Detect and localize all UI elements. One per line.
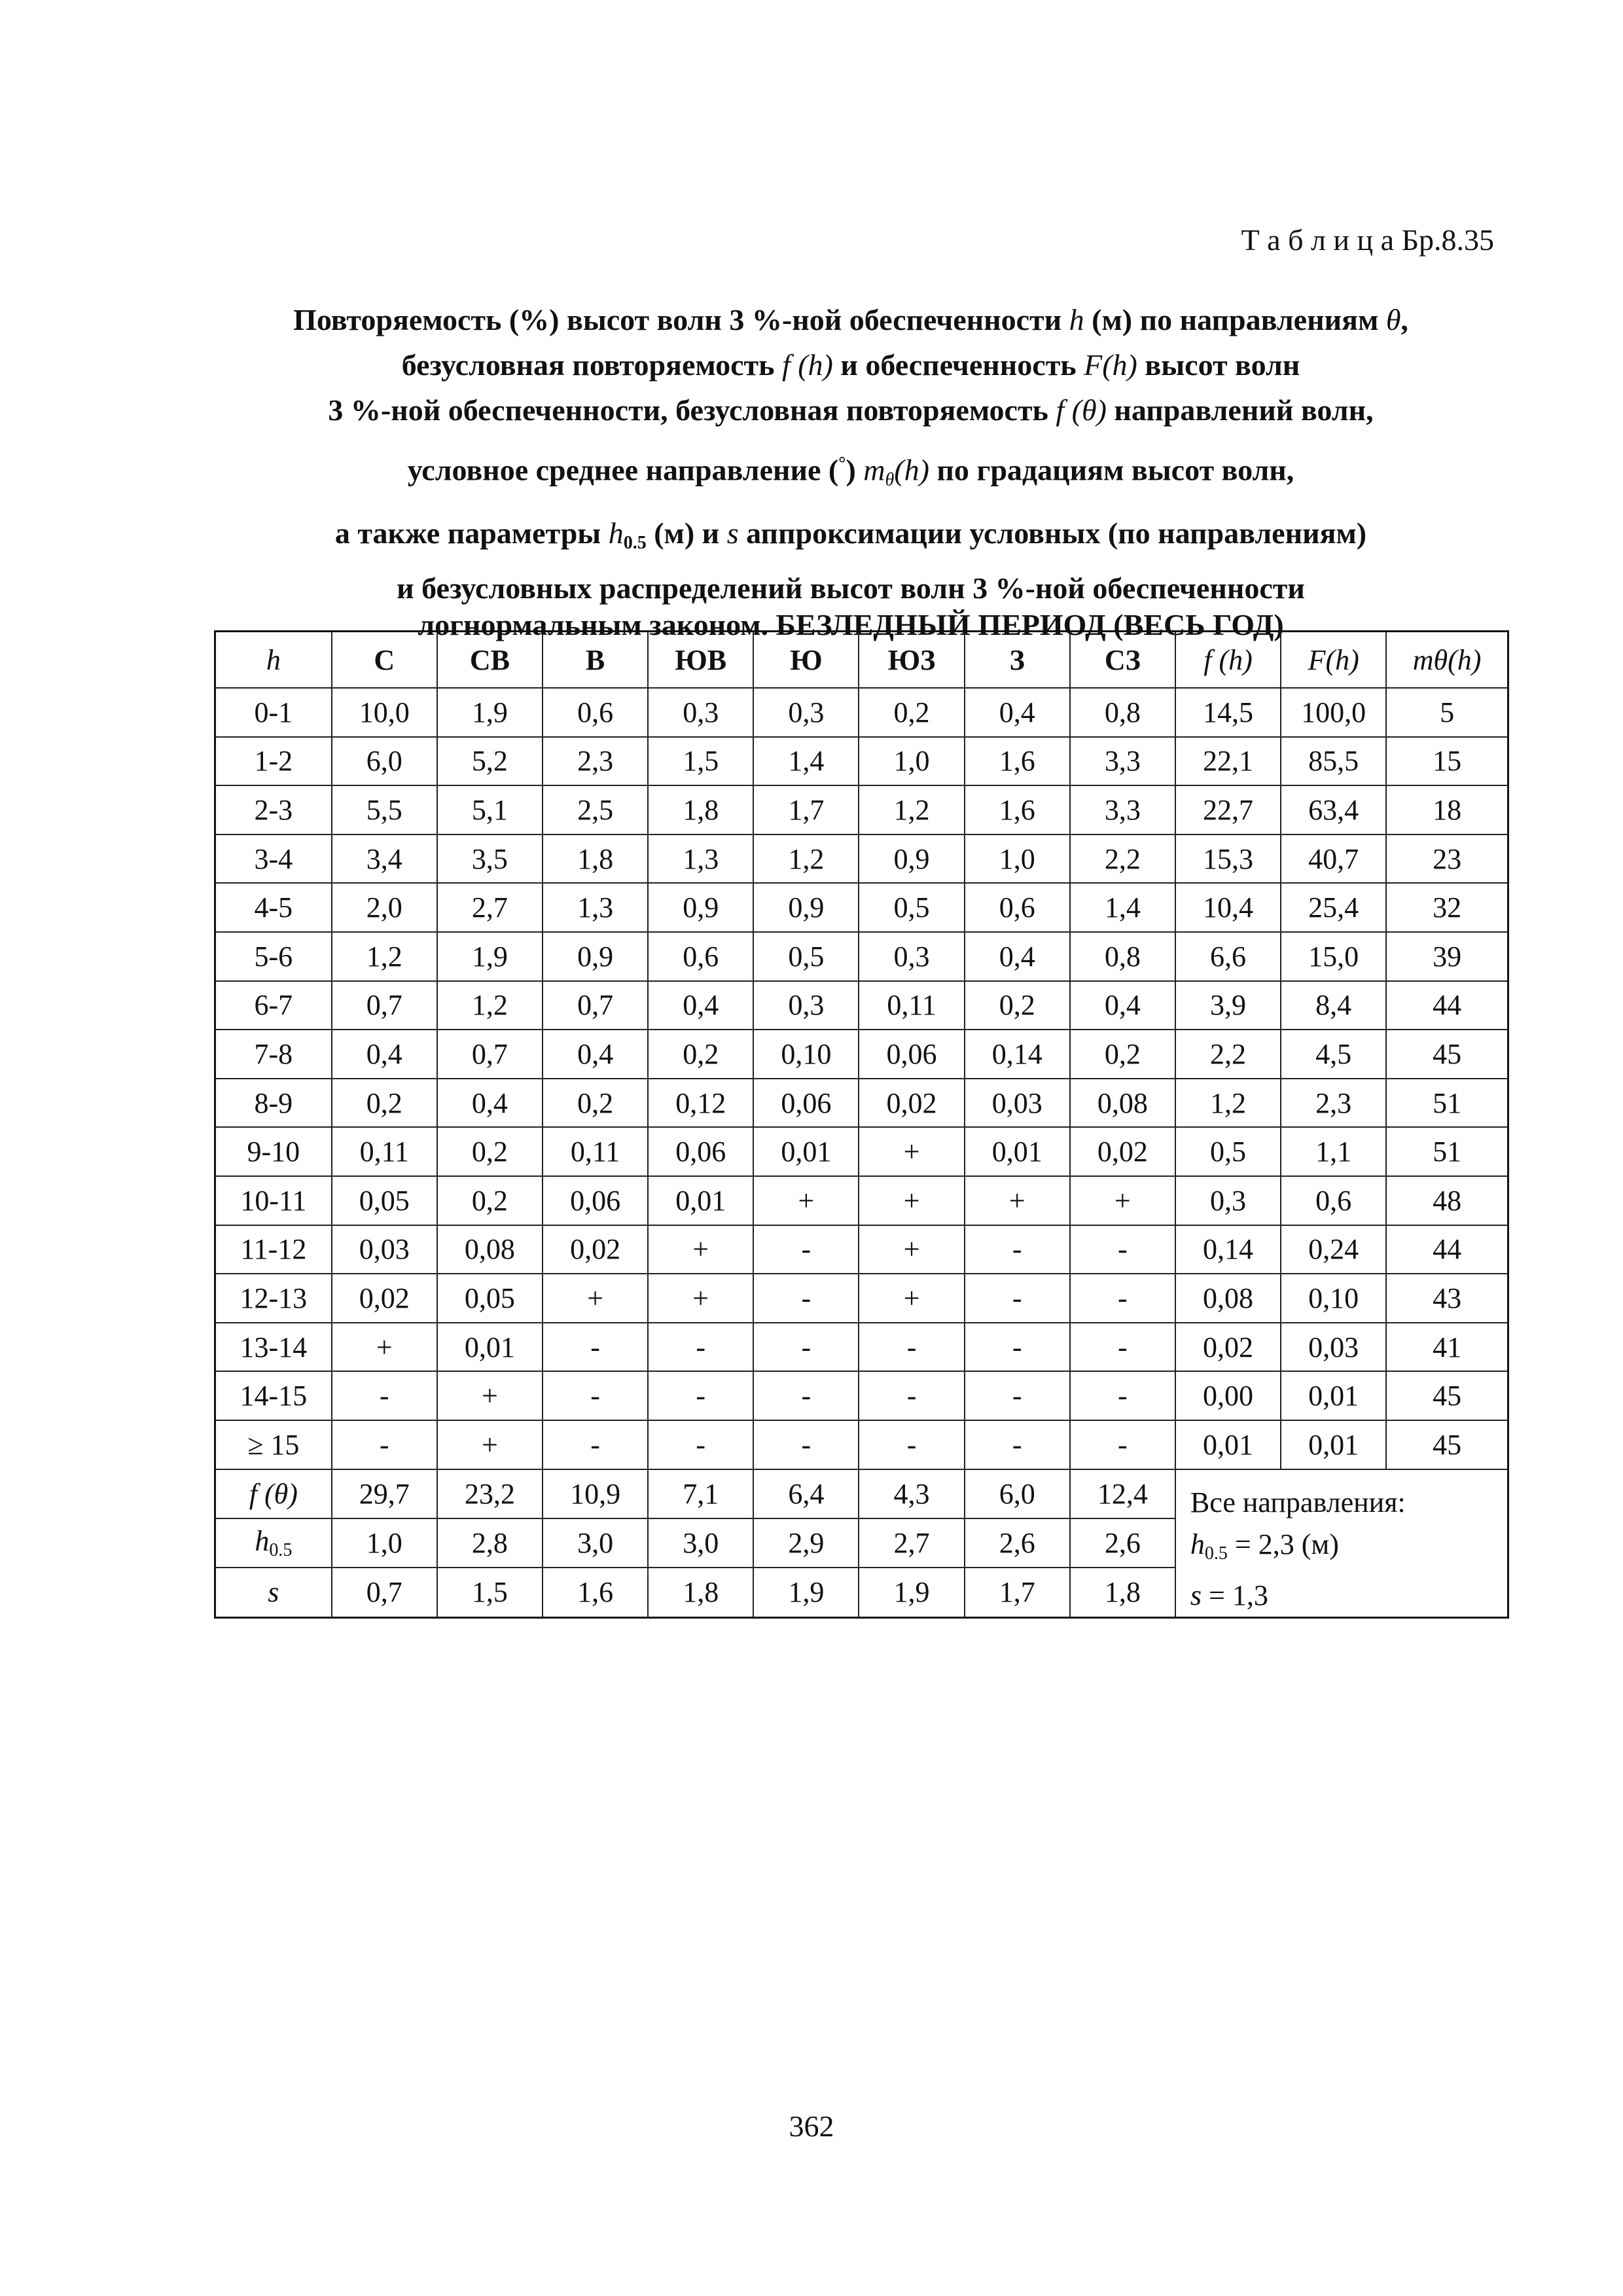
table-cell: 0,7 (332, 1568, 437, 1617)
table-cell: - (648, 1323, 753, 1372)
table-cell: 1,5 (648, 737, 753, 786)
table-cell: 0,06 (859, 1030, 964, 1079)
table-cell: 23,2 (437, 1469, 543, 1518)
table-cell: 2,5 (543, 785, 648, 834)
row-height-range: ≥ 15 (215, 1420, 332, 1469)
heading-line-2: безусловная повторяемость f (h) и обеспеченность F(h) высот волн (401, 348, 1300, 382)
table-cell: 23 (1386, 834, 1508, 884)
table-cell: 0,03 (965, 1079, 1070, 1128)
f-theta-row (215, 1469, 1508, 1518)
table-cell: 0,7 (543, 981, 648, 1030)
table-cell: 22,1 (1175, 737, 1281, 786)
f-theta-label: f (θ) (215, 1469, 332, 1518)
table-cell: 0,01 (1281, 1371, 1386, 1420)
header-nw: СЗ (1070, 632, 1175, 689)
heading-line-6: и безусловных распределений высот волн 3 %-ной обеспеченности (397, 571, 1305, 605)
table-row (215, 883, 1508, 932)
h05-label: $h_{0.5}$ (215, 1518, 332, 1568)
table-row (215, 981, 1508, 1030)
table-cell: 22,7 (1175, 785, 1281, 834)
row-height-range: 2-3 (215, 785, 332, 834)
table-cell: + (859, 1127, 964, 1176)
table-cell: 0,8 (1070, 932, 1175, 981)
table-cell: + (332, 1323, 437, 1372)
table-cell: - (965, 1371, 1070, 1420)
table-cell: - (753, 1420, 859, 1469)
table-cell: 6,0 (965, 1469, 1070, 1518)
table-row (215, 932, 1508, 981)
table-cell: 1,6 (965, 737, 1070, 786)
table-row (215, 1079, 1508, 1128)
table-cell: - (332, 1371, 437, 1420)
header-F-h: F(h) (1281, 632, 1386, 689)
table-cell: 2,2 (1175, 1030, 1281, 1079)
table-cell: 1,2 (859, 785, 964, 834)
table-cell: - (543, 1323, 648, 1372)
summary-title: Все направления: (1190, 1486, 1406, 1518)
table-cell: 100,0 (1281, 688, 1386, 737)
table-cell: 1,9 (753, 1568, 859, 1617)
table-cell: 1,9 (437, 688, 543, 737)
table-cell: 25,4 (1281, 883, 1386, 932)
table-cell: - (332, 1420, 437, 1469)
table-cell: - (543, 1371, 648, 1420)
table-cell: - (859, 1323, 964, 1372)
table-cell: 2,7 (859, 1518, 964, 1568)
table-cell: - (1070, 1323, 1175, 1372)
table-cell: 0,3 (648, 688, 753, 737)
header-m-theta-h: mθ(h) (1386, 632, 1508, 689)
table-cell: 0,2 (648, 1030, 753, 1079)
row-height-range: 13-14 (215, 1323, 332, 1372)
row-height-range: 9-10 (215, 1127, 332, 1176)
table-cell: 45 (1386, 1371, 1508, 1420)
row-height-range: 8-9 (215, 1079, 332, 1128)
table-cell: 0,10 (753, 1030, 859, 1079)
row-height-range: 12-13 (215, 1274, 332, 1323)
table-cell: 0,6 (543, 688, 648, 737)
table-cell: + (753, 1176, 859, 1225)
table-cell: - (1070, 1225, 1175, 1274)
table-cell: + (859, 1176, 964, 1225)
table-cell: - (965, 1225, 1070, 1274)
table-cell: - (859, 1371, 964, 1420)
row-height-range: 1-2 (215, 737, 332, 786)
table-row (215, 1225, 1508, 1274)
wave-height-table (214, 630, 1509, 1619)
row-height-range: 3-4 (215, 834, 332, 884)
row-height-range: 10-11 (215, 1176, 332, 1225)
table-row (215, 1274, 1508, 1323)
table-cell: 0,2 (437, 1127, 543, 1176)
table-cell: 10,0 (332, 688, 437, 737)
table-cell: - (965, 1323, 1070, 1372)
all-directions-summary (1175, 1469, 1508, 1618)
table-cell: 0,9 (859, 834, 964, 884)
table-cell: 43 (1386, 1274, 1508, 1323)
table-cell: 0,3 (753, 981, 859, 1030)
table-cell: 1,8 (1070, 1568, 1175, 1617)
table-cell: 5,1 (437, 785, 543, 834)
table-cell: - (965, 1274, 1070, 1323)
table-cell: 0,4 (965, 932, 1070, 981)
table-cell: - (1070, 1371, 1175, 1420)
table-cell: + (859, 1225, 964, 1274)
table-cell: 3,3 (1070, 785, 1175, 834)
table-cell: 0,10 (1281, 1274, 1386, 1323)
header-se: ЮВ (648, 632, 753, 689)
table-cell: 2,7 (437, 883, 543, 932)
table-cell: 45 (1386, 1030, 1508, 1079)
table-cell: 1,2 (753, 834, 859, 884)
row-height-range: 5-6 (215, 932, 332, 981)
table-cell: 0,4 (1070, 981, 1175, 1030)
table-cell: + (543, 1274, 648, 1323)
table-cell: 14,5 (1175, 688, 1281, 737)
table-cell: 1,3 (648, 834, 753, 884)
table-cell: 10,9 (543, 1469, 648, 1518)
table-cell: 5,5 (332, 785, 437, 834)
table-cell: 0,05 (332, 1176, 437, 1225)
table-cell: 29,7 (332, 1469, 437, 1518)
table-cell: + (648, 1274, 753, 1323)
table-cell: 0,02 (332, 1274, 437, 1323)
table-row (215, 1127, 1508, 1176)
table-cell: 2,0 (332, 883, 437, 932)
table-cell: 0,02 (543, 1225, 648, 1274)
table-cell: 1,4 (1070, 883, 1175, 932)
table-heading (151, 293, 1551, 643)
table-cell: 0,02 (1175, 1323, 1281, 1372)
table-cell: 15 (1386, 737, 1508, 786)
table-cell: - (965, 1420, 1070, 1469)
table-cell: 6,6 (1175, 932, 1281, 981)
table-cell: 0,14 (1175, 1225, 1281, 1274)
header-h: h (215, 632, 332, 689)
table-cell: 0,12 (648, 1079, 753, 1128)
table-cell: - (543, 1420, 648, 1469)
table-cell: 0,9 (648, 883, 753, 932)
table-cell: + (859, 1274, 964, 1323)
table-cell: 1,5 (437, 1568, 543, 1617)
table-cell: 0,11 (543, 1127, 648, 1176)
table-cell: 0,4 (648, 981, 753, 1030)
table-cell: 41 (1386, 1323, 1508, 1372)
table-cell: + (1070, 1176, 1175, 1225)
header-f-h: f (h) (1175, 632, 1281, 689)
row-height-range: 14-15 (215, 1371, 332, 1420)
table-cell: 0,4 (437, 1079, 543, 1128)
table-cell: 0,5 (1175, 1127, 1281, 1176)
table-cell: 0,01 (648, 1176, 753, 1225)
table-cell: 0,06 (543, 1176, 648, 1225)
table-cell: 0,2 (965, 981, 1070, 1030)
table-cell: 0,01 (753, 1127, 859, 1176)
table-row (215, 1323, 1508, 1372)
table-cell: 1,3 (543, 883, 648, 932)
table-row (215, 1030, 1508, 1079)
table-row (215, 785, 1508, 834)
table-cell: 0,4 (965, 688, 1070, 737)
table-cell: 3,0 (543, 1518, 648, 1568)
header-n: С (332, 632, 437, 689)
table-caption-label: Т а б л и ц а Бр.8.35 (1241, 223, 1494, 257)
heading-line-4: условное среднее направление (°) $m_\theta(h)$ по градациям высот волн, (407, 453, 1294, 490)
header-s: Ю (753, 632, 859, 689)
table-cell: 2,9 (753, 1518, 859, 1568)
table-cell: 4,5 (1281, 1030, 1386, 1079)
table-cell: - (753, 1323, 859, 1372)
table-cell: 40,7 (1281, 834, 1386, 884)
heading-line-3: 3 %-ной обеспеченности, безусловная повторяемость f (θ) направлений волн, (328, 393, 1374, 427)
table-cell: 0,2 (1070, 1030, 1175, 1079)
table-cell: 0,01 (437, 1323, 543, 1372)
table-cell: 5 (1386, 688, 1508, 737)
table-cell: 63,4 (1281, 785, 1386, 834)
row-height-range: 6-7 (215, 981, 332, 1030)
table-cell: 1,8 (648, 1568, 753, 1617)
table-body (215, 688, 1508, 1469)
table-cell: + (437, 1420, 543, 1469)
table-cell: 1,4 (753, 737, 859, 786)
table-cell: - (753, 1274, 859, 1323)
s-label: s (215, 1568, 332, 1617)
table-cell: 6,4 (753, 1469, 859, 1518)
table-cell: 7,1 (648, 1469, 753, 1518)
table-cell: 0,01 (965, 1127, 1070, 1176)
table-cell: 51 (1386, 1079, 1508, 1128)
table-cell: - (1070, 1274, 1175, 1323)
table-row (215, 688, 1508, 737)
table-header-row (215, 632, 1508, 689)
header-w: З (965, 632, 1070, 689)
summary-h05: $h_{0.5} = 2,3$ (м) (1190, 1528, 1339, 1564)
table-cell: 0,02 (1070, 1127, 1175, 1176)
table-row (215, 1176, 1508, 1225)
row-height-range: 11-12 (215, 1225, 332, 1274)
table-cell: 0,14 (965, 1030, 1070, 1079)
table-cell: - (1070, 1420, 1175, 1469)
table-cell: 0,9 (543, 932, 648, 981)
table-cell: 2,3 (1281, 1079, 1386, 1128)
table-cell: 3,3 (1070, 737, 1175, 786)
table-cell: 0,3 (859, 932, 964, 981)
table-cell: 0,2 (543, 1079, 648, 1128)
table-cell: 45 (1386, 1420, 1508, 1469)
table-cell: - (648, 1420, 753, 1469)
table-cell: 1,8 (543, 834, 648, 884)
table-cell: 0,2 (859, 688, 964, 737)
table-cell: 0,7 (332, 981, 437, 1030)
table-cell: 0,00 (1175, 1371, 1281, 1420)
table-cell: 18 (1386, 785, 1508, 834)
table-row (215, 1420, 1508, 1469)
heading-line-5: а также параметры $h_{0.5}$ (м) и s аппроксимации условных (по направлениям) (334, 516, 1367, 554)
table-cell: 1,2 (437, 981, 543, 1030)
table-cell: 0,03 (1281, 1323, 1386, 1372)
heading-line-7: логнормальным законом. БЕЗЛЕДНЫЙ ПЕРИОД (ВЕСЬ ГОД) (418, 608, 1284, 642)
table-cell: 0,2 (437, 1176, 543, 1225)
table-cell: 0,9 (753, 883, 859, 932)
table-cell: 0,4 (543, 1030, 648, 1079)
table-cell: 2,3 (543, 737, 648, 786)
table-cell: 1,0 (859, 737, 964, 786)
table-cell: 0,4 (332, 1030, 437, 1079)
table-cell: 0,06 (648, 1127, 753, 1176)
table-cell: 0,7 (437, 1030, 543, 1079)
row-height-range: 7-8 (215, 1030, 332, 1079)
table-cell: - (648, 1371, 753, 1420)
table-cell: 0,08 (1070, 1079, 1175, 1128)
table-cell: 51 (1386, 1127, 1508, 1176)
table-row (215, 834, 1508, 884)
table-cell: 1,0 (332, 1518, 437, 1568)
table-cell: 1,7 (753, 785, 859, 834)
table-cell: - (859, 1420, 964, 1469)
table-cell: 15,3 (1175, 834, 1281, 884)
table-cell: 0,3 (753, 688, 859, 737)
table-cell: 0,01 (1281, 1420, 1386, 1469)
table-cell: 1,2 (1175, 1079, 1281, 1128)
table-cell: 2,2 (1070, 834, 1175, 884)
table-cell: 1,0 (965, 834, 1070, 884)
row-height-range: 4-5 (215, 883, 332, 932)
table-cell: 0,5 (859, 883, 964, 932)
table-cell: 85,5 (1281, 737, 1386, 786)
table-cell: - (753, 1371, 859, 1420)
table-cell: 3,4 (332, 834, 437, 884)
table-cell: 0,08 (437, 1225, 543, 1274)
table-cell: 0,2 (332, 1079, 437, 1128)
table-row (215, 1371, 1508, 1420)
table-cell: 0,01 (1175, 1420, 1281, 1469)
table-cell: 3,0 (648, 1518, 753, 1568)
table-cell: 1,2 (332, 932, 437, 981)
heading-line-1: Повторяемость (%) высот волн 3 %-ной обеспеченности h (м) по направлениям θ, (293, 303, 1408, 336)
table-cell: 44 (1386, 981, 1508, 1030)
table-cell: 44 (1386, 1225, 1508, 1274)
table-row (215, 737, 1508, 786)
table-cell: 12,4 (1070, 1469, 1175, 1518)
row-height-range: 0-1 (215, 688, 332, 737)
header-sw: ЮЗ (859, 632, 964, 689)
table-cell: 6,0 (332, 737, 437, 786)
table-cell: 0,8 (1070, 688, 1175, 737)
table-cell: 0,11 (332, 1127, 437, 1176)
table-cell: 10,4 (1175, 883, 1281, 932)
table-cell: 0,02 (859, 1079, 964, 1128)
table-cell: 0,08 (1175, 1274, 1281, 1323)
table-cell: 0,06 (753, 1079, 859, 1128)
table-cell: 0,03 (332, 1225, 437, 1274)
table-cell: 1,6 (965, 785, 1070, 834)
table-cell: - (753, 1225, 859, 1274)
table-cell: 48 (1386, 1176, 1508, 1225)
table-cell: 0,24 (1281, 1225, 1386, 1274)
table-cell: 0,3 (1175, 1176, 1281, 1225)
table-cell: 3,5 (437, 834, 543, 884)
table-cell: 1,9 (859, 1568, 964, 1617)
summary-s: s = 1,3 (1190, 1579, 1268, 1611)
table-footer (215, 1469, 1508, 1618)
table-cell: 4,3 (859, 1469, 964, 1518)
table-cell: 5,2 (437, 737, 543, 786)
table-cell: 0,6 (1281, 1176, 1386, 1225)
table-cell: + (965, 1176, 1070, 1225)
table-cell: 0,05 (437, 1274, 543, 1323)
table-cell: + (437, 1371, 543, 1420)
table-cell: 15,0 (1281, 932, 1386, 981)
table-cell: 2,6 (1070, 1518, 1175, 1568)
table-cell: 0,6 (648, 932, 753, 981)
table-cell: 3,9 (1175, 981, 1281, 1030)
table-cell: 0,5 (753, 932, 859, 981)
table-cell: 8,4 (1281, 981, 1386, 1030)
header-e: В (543, 632, 648, 689)
page-number: 362 (789, 2109, 834, 2143)
table-cell: + (648, 1225, 753, 1274)
table-cell: 2,6 (965, 1518, 1070, 1568)
table-cell: 0,11 (859, 981, 964, 1030)
table-cell: 1,8 (648, 785, 753, 834)
table-cell: 1,9 (437, 932, 543, 981)
header-ne: СВ (437, 632, 543, 689)
table-cell: 2,8 (437, 1518, 543, 1568)
table-cell: 32 (1386, 883, 1508, 932)
table-cell: 1,6 (543, 1568, 648, 1617)
table-cell: 1,7 (965, 1568, 1070, 1617)
table-cell: 39 (1386, 932, 1508, 981)
table-cell: 0,6 (965, 883, 1070, 932)
table-cell: 1,1 (1281, 1127, 1386, 1176)
